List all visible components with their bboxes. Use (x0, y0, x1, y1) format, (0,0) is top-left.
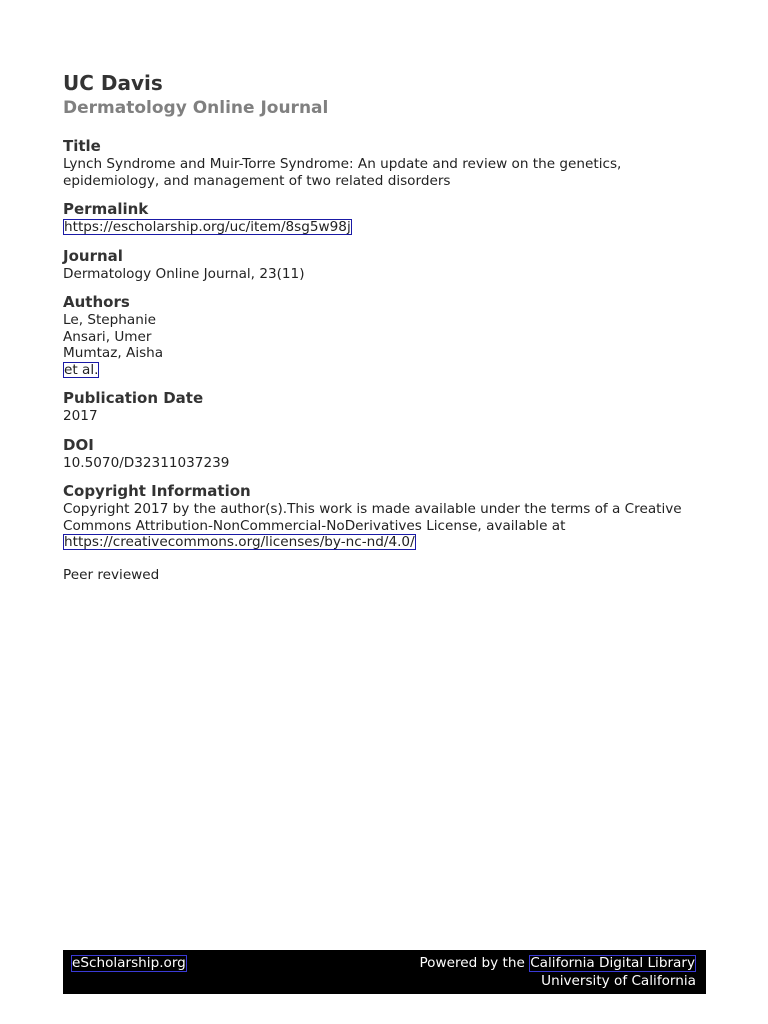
doi-label: DOI (63, 435, 94, 454)
publication-date-value: 2017 (63, 408, 98, 424)
authors-label: Authors (63, 293, 130, 311)
journal-section (63, 246, 706, 283)
author-name: Ansari, Umer (63, 328, 152, 345)
author-name: Le, Stephanie (63, 312, 156, 328)
journal-heading: Dermatology Online Journal (63, 98, 329, 118)
university-name: University of California (541, 973, 696, 989)
permalink-section (63, 199, 706, 236)
title-section (63, 136, 706, 189)
copyright-section (63, 481, 706, 551)
permalink-label: Permalink (63, 200, 149, 218)
title-label: Title (63, 137, 101, 155)
publication-date-section (63, 388, 706, 425)
license-link[interactable]: https://creativecommons.org/licenses/by-nc-nd/4.0/ (64, 534, 415, 550)
permalink-link[interactable]: https://escholarship.org/uc/item/8sg5w98j (64, 219, 351, 235)
institution-name: UC Davis (63, 71, 163, 95)
footer-bar (63, 950, 706, 994)
article-title-line-2: epidemiology, and management of two related disorders (63, 172, 451, 189)
powered-by-text: Powered by the (419, 955, 525, 971)
copyright-label: Copyright Information (63, 482, 251, 500)
escholarship-link[interactable]: eScholarship.org (72, 955, 186, 971)
journal-label: Journal (63, 246, 123, 265)
cdl-link[interactable]: California Digital Library (530, 955, 695, 971)
doi-value: 10.5070/D32311037239 (63, 454, 230, 471)
peer-reviewed-note: Peer reviewed (63, 566, 160, 583)
copyright-line-2: Commons Attribution-NonCommercial-NoDerivatives License, available at (63, 517, 566, 534)
journal-value: Dermatology Online Journal, 23(11) (63, 265, 305, 282)
copyright-line-1: Copyright 2017 by the author(s).This work is made available under the terms of a Creative (63, 501, 682, 517)
article-title-line-1: Lynch Syndrome and Muir-Torre Syndrome: An update and review on the genetics, (63, 156, 622, 172)
authors-section (63, 292, 706, 378)
et-al-link[interactable]: et al. (64, 361, 99, 378)
author-name: Mumtaz, Aisha (63, 345, 164, 361)
doi-section (63, 435, 706, 472)
cover-page (63, 70, 706, 583)
publication-date-label: Publication Date (63, 389, 204, 407)
